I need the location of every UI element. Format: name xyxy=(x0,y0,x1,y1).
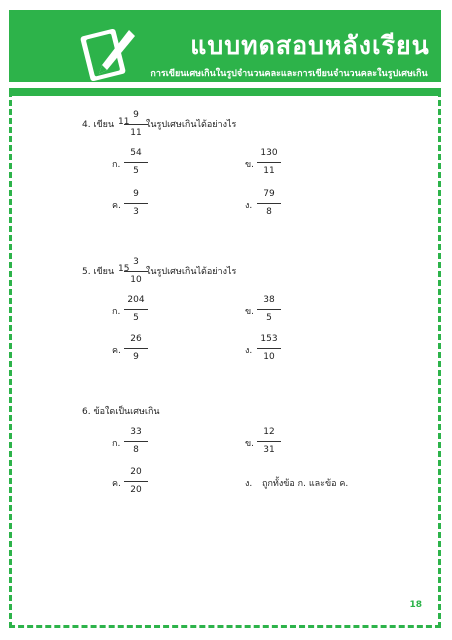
fraction-denominator: 9 xyxy=(133,352,139,362)
fraction-numerator: 130 xyxy=(260,148,278,158)
fraction-bar xyxy=(124,203,148,204)
fraction-denominator: 8 xyxy=(133,445,139,455)
option-fraction xyxy=(124,426,148,457)
fraction-bar xyxy=(124,481,148,482)
option-text: ถูกทั้งข้อ ก. และข้อ ค. xyxy=(262,479,349,489)
fraction-numerator: 20 xyxy=(130,467,142,477)
option-fraction xyxy=(257,294,281,325)
fraction-denominator: 5 xyxy=(133,313,139,323)
option-label: ง. xyxy=(245,346,253,356)
option-fraction xyxy=(124,333,148,364)
option-fraction xyxy=(124,466,148,497)
mixed-fraction xyxy=(124,109,148,140)
header-banner xyxy=(9,10,441,96)
fraction-numerator: 3 xyxy=(133,257,139,267)
fraction-bar xyxy=(257,441,281,442)
option-label: ง. xyxy=(245,201,253,211)
fraction-numerator: 153 xyxy=(260,334,278,344)
page-subtitle: การเขียนเศษเกินในรูปจำนวนคละและการเขียนจำนวนคละในรูปเศษเกิน xyxy=(150,69,428,79)
page-number: 18 xyxy=(409,600,422,610)
mixed-fraction xyxy=(124,256,148,287)
fraction-numerator: 79 xyxy=(263,189,275,199)
fraction-denominator: 8 xyxy=(266,207,272,217)
fraction-bar xyxy=(124,348,148,349)
option-fraction xyxy=(124,147,148,178)
option-label: ค. xyxy=(112,201,121,211)
fraction-denominator: 5 xyxy=(133,166,139,176)
question-label: 6. ข้อใดเป็นเศษเกิน xyxy=(82,407,160,417)
option-label: ข. xyxy=(245,160,255,170)
option-label: ข. xyxy=(245,439,255,449)
fraction-numerator: 12 xyxy=(263,427,275,437)
option-label: ก. xyxy=(112,307,121,317)
fraction-denominator: 10 xyxy=(130,275,142,285)
fraction-bar xyxy=(124,162,148,163)
fraction-numerator: 204 xyxy=(127,295,145,305)
mixed-whole: 15 xyxy=(118,264,130,274)
fraction-bar xyxy=(257,162,281,163)
option-label: ง. xyxy=(245,479,253,489)
fraction-bar xyxy=(124,441,148,442)
page-title: แบบทดสอบหลังเรียน xyxy=(190,31,430,60)
fraction-numerator: 54 xyxy=(130,148,142,158)
fraction-numerator: 9 xyxy=(133,189,139,199)
option-label: ค. xyxy=(112,479,121,489)
option-label: ค. xyxy=(112,346,121,356)
fraction-bar xyxy=(257,348,281,349)
question-suffix: ในรูปเศษเกินได้อย่างไร xyxy=(146,267,237,277)
question-label: 4. เขียน xyxy=(82,120,115,130)
fraction-bar xyxy=(124,309,148,310)
option-fraction xyxy=(124,188,148,219)
option-fraction xyxy=(257,333,281,364)
page-frame xyxy=(9,10,441,628)
pencil-paper-icon xyxy=(77,26,137,86)
option-fraction xyxy=(124,294,148,325)
question-label: 5. เขียน xyxy=(82,267,115,277)
option-fraction xyxy=(257,426,281,457)
option-label: ก. xyxy=(112,160,121,170)
option-fraction xyxy=(257,147,281,178)
fraction-numerator: 9 xyxy=(133,110,139,120)
fraction-bar xyxy=(257,309,281,310)
fraction-denominator: 11 xyxy=(130,128,142,138)
fraction-denominator: 20 xyxy=(130,485,142,495)
fraction-denominator: 5 xyxy=(266,313,272,323)
fraction-bar xyxy=(124,124,148,125)
fraction-bar xyxy=(124,271,148,272)
fraction-denominator: 3 xyxy=(133,207,139,217)
fraction-denominator: 10 xyxy=(263,352,275,362)
option-fraction xyxy=(257,188,281,219)
fraction-denominator: 11 xyxy=(263,166,275,176)
header-stripe xyxy=(9,82,441,88)
fraction-numerator: 33 xyxy=(130,427,142,437)
mixed-whole: 11 xyxy=(118,117,130,127)
fraction-numerator: 26 xyxy=(130,334,142,344)
option-label: ก. xyxy=(112,439,121,449)
option-label: ข. xyxy=(245,307,255,317)
fraction-denominator: 31 xyxy=(263,445,275,455)
fraction-numerator: 38 xyxy=(263,295,275,305)
question-suffix: ในรูปเศษเกินได้อย่างไร xyxy=(146,120,237,130)
fraction-bar xyxy=(257,203,281,204)
